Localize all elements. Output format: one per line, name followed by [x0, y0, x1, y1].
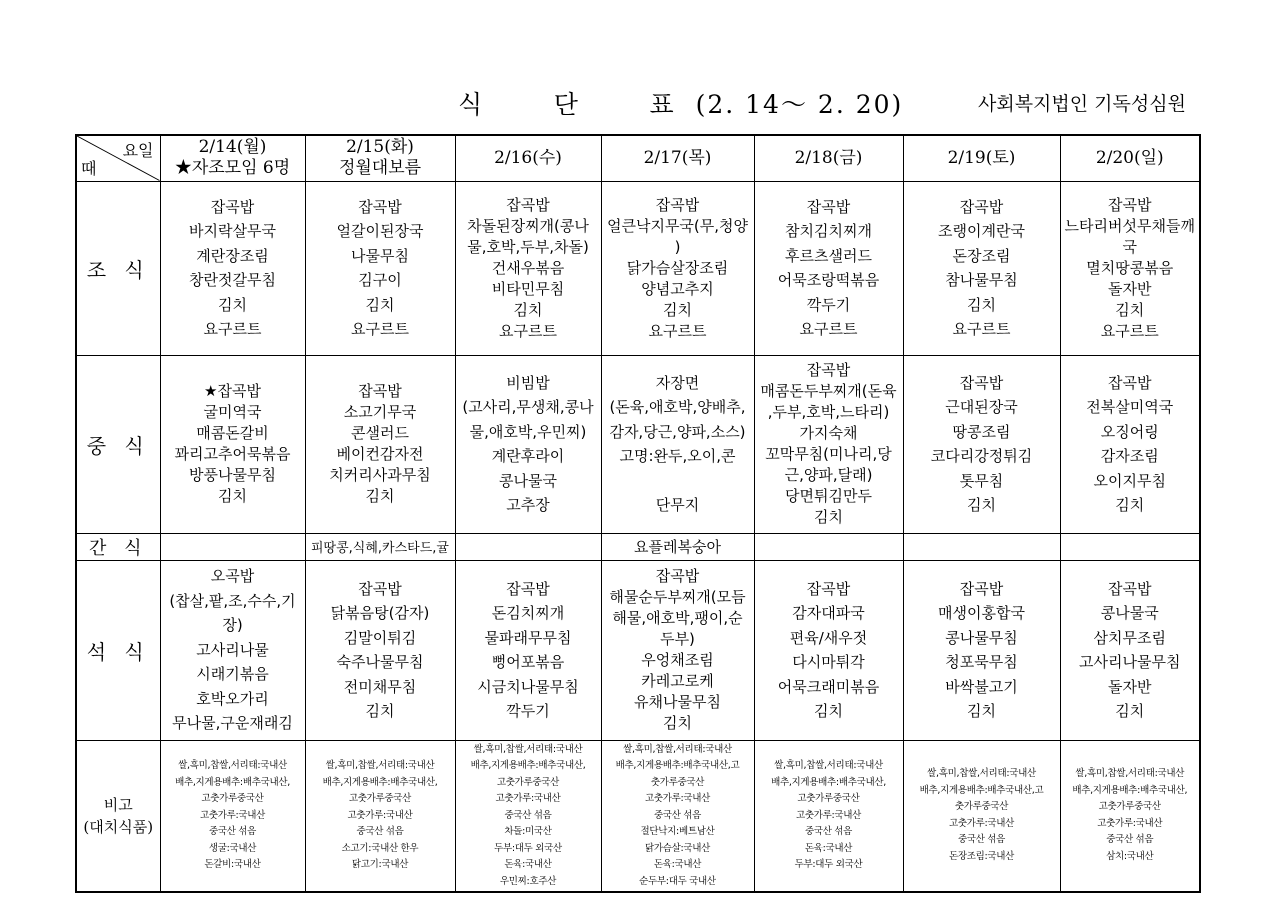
day-date: 2/17(목) — [643, 147, 712, 168]
menu-cell: 잡곡밥 참치김치찌개 후르츠샐러드 어묵조랑떡볶음 깍두기 요구르트 — [754, 181, 903, 355]
menu-cell: 잡곡밥 매생이홍합국 콩나물무침 청포묵무침 바싹불고기 김치 — [903, 560, 1060, 740]
day-header-mon — [160, 135, 305, 181]
meal-label-snack: 간 식 — [76, 533, 160, 560]
origin-note-cell: 쌀,흑미,찹쌀,서리태:국내산 배추,지게용배추:배추국내산, 고춧가루중국산 고춧가루:국내산 중국산 섞음 삼치:국내산 — [1060, 740, 1200, 892]
day-date: 2/18(금) — [794, 147, 863, 168]
menu-cell: 잡곡밥 돈김치찌개 물파래무무침 뻥어포볶음 시금치나물무침 깍두기 — [455, 560, 601, 740]
menu-cell: 잡곡밥 매콤돈두부찌개(돈육 ,두부,호박,느타리) 가지숙채 꼬막무침(미나리,당 근,양파,달래) 당면튀김만두 김치 — [754, 355, 903, 533]
menu-cell: 잡곡밥 해물순두부찌개(모듬 해물,애호박,팽이,순 두부) 우엉채조림 카레고로케 유채나물무침 김치 — [601, 560, 754, 740]
origin-note-cell: 쌀,흑미,찹쌀,서리태:국내산 배추,지게용배추:배추국내산,고 춧가루중국산 고춧가루:국내산 중국산 섞음 돈장조림:국내산 — [903, 740, 1060, 892]
snack-cell — [160, 533, 305, 560]
corner-cell — [76, 135, 160, 181]
day-date: 2/20(일) — [1095, 147, 1164, 168]
menu-cell: 잡곡밥 바지락살무국 계란장조림 창란젓갈무침 김치 요구르트 — [160, 181, 305, 355]
day-axis-label: 요일 — [122, 141, 154, 160]
snack-cell — [1060, 533, 1200, 560]
day-header-sun — [1060, 135, 1200, 181]
meal-label-breakfast: 조 식 — [76, 181, 160, 355]
menu-cell: 비빔밥 (고사리,무생채,콩나 물,애호박,우민찌) 계란후라이 콩나물국 고추장 — [455, 355, 601, 533]
day-header-tue — [305, 135, 455, 181]
menu-table — [75, 134, 1201, 893]
menu-cell: 잡곡밥 근대된장국 땅콩조림 코다리강정튀김 톳무침 김치 — [903, 355, 1060, 533]
notes-row — [76, 740, 1200, 892]
snack-cell — [455, 533, 601, 560]
snack-cell — [903, 533, 1060, 560]
day-header-thu — [601, 135, 754, 181]
day-note: ★자조모임 6명 — [174, 158, 291, 179]
notes-label: 비고 (대치식품) — [76, 740, 160, 892]
menu-cell: 잡곡밥 조랭이계란국 돈장조림 참나물무침 김치 요구르트 — [903, 181, 1060, 355]
day-date: 2/14(월) — [198, 137, 267, 158]
breakfast-row — [76, 181, 1200, 355]
menu-cell: 잡곡밥 얼갈이된장국 나물무침 김구이 김치 요구르트 — [305, 181, 455, 355]
meal-axis-label: 때 — [81, 158, 97, 178]
menu-cell: 잡곡밥 차돌된장찌개(콩나 물,호박,두부,차돌) 건새우볶음 비타민무침 김치 요구르트 — [455, 181, 601, 355]
menu-cell: 잡곡밥 닭볶음탕(감자) 김말이튀김 숙주나물무침 전미채무침 김치 — [305, 560, 455, 740]
origin-note-cell: 쌀,흑미,찹쌀,서리태:국내산 배추,지게용배추:배추국내산, 고춧가루중국산 고춧가루:국내산 중국산 섞음 소고기:국내산 한우 닭고기:국내산 — [305, 740, 455, 892]
menu-cell: 자장면 (돈육,애호박,양배추, 감자,당근,양파,소스) 고명:완두,오이,콘 단무지 — [601, 355, 754, 533]
menu-cell: 잡곡밥 느타리버섯무채들깨 국 멸치땅콩볶음 돌자반 김치 요구르트 — [1060, 181, 1200, 355]
day-header-row — [76, 135, 1200, 181]
origin-note-cell: 쌀,흑미,찹쌀,서리태:국내산 배추,지게용배추:배추국내산,고 춧가루중국산 고춧가루:국내산 중국산 섞음 절단낙지:베트남산 닭가슴살:국내산 돈육:국내산 순두부:대두 국내산 — [601, 740, 754, 892]
snack-cell — [754, 533, 903, 560]
menu-cell: 오곡밥 (찹살,팥,조,수수,기 장) 고사리나물 시래기볶음 호박오가리 무나물,구운재래김 — [160, 560, 305, 740]
document-header — [0, 80, 1280, 120]
menu-cell: ★잡곡밥 굴미역국 매콤돈갈비 꽈리고추어묵볶음 방풍나물무침 김치 — [160, 355, 305, 533]
meal-label-dinner: 석 식 — [76, 560, 160, 740]
day-header-sat — [903, 135, 1060, 181]
menu-cell: 잡곡밥 얼큰낙지무국(무,청양 ) 닭가슴살장조림 양념고추지 김치 요구르트 — [601, 181, 754, 355]
day-header-wed — [455, 135, 601, 181]
origin-note-cell: 쌀,흑미,찹쌀,서리태:국내산 배추,지게용배추:배추국내산, 고춧가루중국산 고춧가루:국내산 중국산 섞음 차돌:미국산 두부:대두 외국산 돈육:국내산 우민찌:호주산 — [455, 740, 601, 892]
meal-label-lunch: 중 식 — [76, 355, 160, 533]
menu-cell: 잡곡밥 감자대파국 편육/새우젓 다시마튀각 어묵크래미볶음 김치 — [754, 560, 903, 740]
menu-cell: 잡곡밥 콩나물국 삼치무조림 고사리나물무침 돌자반 김치 — [1060, 560, 1200, 740]
day-note: 정월대보름 — [338, 158, 422, 179]
menu-cell: 잡곡밥 전복살미역국 오징어링 감자조림 오이지무침 김치 — [1060, 355, 1200, 533]
day-date: 2/16(수) — [494, 147, 562, 168]
day-header-fri — [754, 135, 903, 181]
day-date: 2/15(화) — [346, 137, 414, 158]
snack-row — [76, 533, 1200, 560]
origin-note-cell: 쌀,흑미,찹쌀,서리태:국내산 배추,지게용배추:배추국내산, 고춧가루중국산 고춧가루:국내산 중국산 섞음 생굴:국내산 돈갈비:국내산 — [160, 740, 305, 892]
snack-cell: 피땅콩,식혜,카스타드,귤 — [305, 533, 455, 560]
lunch-row — [76, 355, 1200, 533]
origin-note-cell: 쌀,흑미,찹쌀,서리태:국내산 배추,지게용배추:배추국내산, 고춧가루중국산 고춧가루:국내산 중국산 섞음 돈육:국내산 두부:대두 외국산 — [754, 740, 903, 892]
menu-cell: 잡곡밥 소고기무국 콘샐러드 베이컨감자전 치커리사과무침 김치 — [305, 355, 455, 533]
day-date: 2/19(토) — [947, 147, 1016, 168]
page-title: 식 단 표 (2. 14～ 2. 20) — [458, 90, 904, 119]
dinner-row — [76, 560, 1200, 740]
organization-name: 사회복지법인 기독성심원 — [978, 93, 1186, 115]
snack-cell: 요플레복숭아 — [601, 533, 754, 560]
